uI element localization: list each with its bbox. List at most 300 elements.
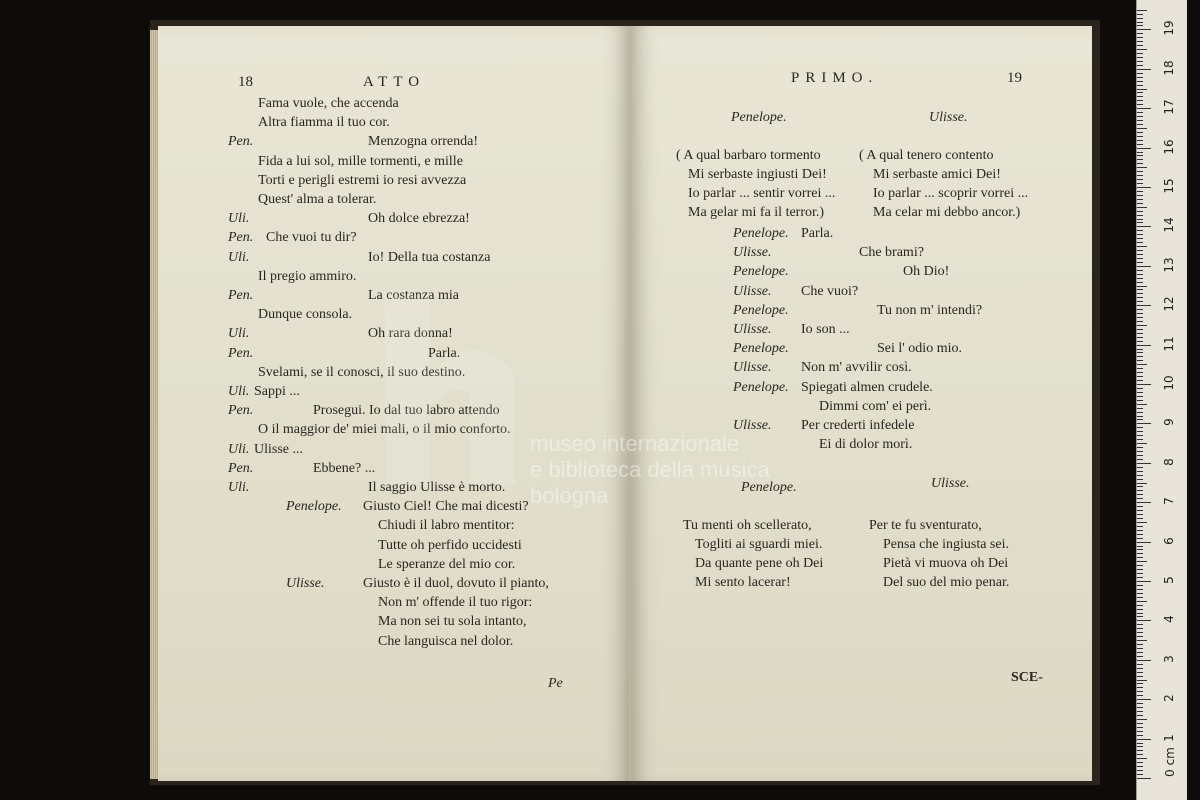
verse-line: Quest' alma a tolerar. [258,192,377,207]
left-page [158,26,630,781]
verse-line: Menzogna orrenda! [368,134,479,150]
ruler-tick [1137,100,1143,101]
ruler-tick [1137,557,1143,558]
ruler-tick [1137,494,1143,495]
verse-line: Da quante pene oh Dei [695,556,824,571]
speaker-label: Uli. [228,480,250,495]
verse-line: Svelami, se il conosci, il suo destino. [258,364,466,380]
ruler-tick [1137,77,1143,78]
ruler-tick [1137,356,1143,357]
ruler-tick [1137,514,1143,515]
ruler-tick [1137,128,1147,129]
ruler-number: 15 [1162,178,1176,194]
ruler-tick [1137,25,1143,26]
ruler-tick [1137,628,1143,629]
verse-line: Ebbene? ... [313,460,376,476]
ruler-tick [1137,616,1143,617]
verse-line: Oh Dio! [903,264,950,280]
ruler-tick [1137,758,1147,759]
ruler-tick [1137,317,1143,318]
ruler-tick [1137,289,1143,290]
ruler-tick [1137,313,1143,314]
ruler-tick [1137,459,1143,460]
ruler-tick [1137,305,1151,306]
ruler-tick [1137,321,1143,322]
ruler-tick [1137,163,1143,164]
ruler-number: 18 [1162,60,1176,76]
verse-line: Io son ... [801,322,850,337]
ruler-tick [1137,345,1151,346]
speaker-label: Penelope. [733,341,789,357]
ruler-tick [1137,703,1143,704]
ruler-number: 1 [1162,733,1176,742]
ruler-tick [1137,711,1143,712]
ruler-unit-label: 0 cm [1163,747,1177,777]
ruler-number: 13 [1162,257,1176,273]
ruler-number: 10 [1162,375,1176,391]
ruler-tick [1137,589,1143,590]
ruler-tick [1137,778,1151,779]
ruler-tick [1137,715,1143,716]
ruler-tick [1137,246,1147,247]
ruler-tick [1137,368,1143,369]
ruler-tick [1137,680,1147,681]
watermark-text: bologna [530,483,609,508]
verse-line: ( A qual barbaro tormento [676,148,821,163]
ruler-tick [1137,427,1143,428]
ruler-tick [1137,467,1143,468]
verse-line: Ma celar mi debbo ancor.) [873,205,1021,220]
verse-line: Che vuoi? [801,283,859,299]
catchword: SCE- [1011,670,1043,685]
ruler-tick [1137,691,1143,692]
measuring-ruler [1136,0,1187,800]
ruler-tick [1137,364,1147,365]
ruler-tick [1137,727,1143,728]
ruler-tick [1137,53,1143,54]
verse-line: Fama vuole, che accenda [258,96,399,111]
verse-line: Tu non m' intendi? [877,302,983,318]
ruler-tick [1137,431,1143,432]
ruler-tick [1137,278,1143,279]
ruler-tick [1137,372,1143,373]
ruler-tick [1137,577,1143,578]
ruler-tick [1137,593,1143,594]
page-number: 19 [1007,70,1022,86]
ruler-tick [1137,104,1143,105]
ruler-tick [1137,463,1151,464]
ruler-tick [1137,226,1151,227]
ruler-tick [1137,735,1143,736]
verse-line: Io! Della tua costanza [368,249,491,265]
verse-line: Le speranze del mio cor. [378,556,516,572]
ruler-tick [1137,419,1143,420]
ruler-tick [1137,57,1143,58]
ruler-tick [1137,250,1143,251]
verse-line: Mi serbaste amici Dei! [873,167,1001,182]
ruler-number: 14 [1162,217,1176,234]
verse-line: Oh dolce ebrezza! [368,211,470,227]
verse-line: Oh rara donna! [368,326,453,342]
verse-line: O il maggior de' miei mali, o il mio conforto. [258,422,511,438]
ruler-tick [1137,282,1143,283]
ruler-tick [1137,640,1147,641]
ruler-tick [1137,120,1143,121]
ruler-number: 5 [1162,576,1176,584]
verse-line: Non m' avvilir così. [801,360,912,376]
ruler-tick [1137,774,1143,775]
verse-line: Il pregio ammiro. [258,268,357,284]
ruler-tick [1137,175,1143,176]
speaker-label: Uli. [228,249,250,265]
verse-line: Pensa che ingiusta sei. [883,537,1009,552]
duet-speaker-left: Penelope. [741,480,797,495]
ruler-tick [1137,384,1151,385]
ruler-tick [1137,518,1143,519]
watermark-text: e biblioteca della musica [530,457,770,482]
ruler-tick [1137,22,1143,23]
ruler-tick [1137,262,1143,263]
ruler-tick [1137,624,1143,625]
ruler-tick [1137,549,1143,550]
speaker-label: Pen. [228,230,254,246]
ruler-tick [1137,683,1143,684]
ruler-tick [1137,309,1143,310]
ruler-tick [1137,498,1143,499]
verse-line: Che languisca nel dolor. [378,633,514,649]
ruler-tick [1137,376,1143,377]
speaker-label: Uli. [228,384,250,399]
ruler-tick [1137,254,1143,255]
running-header: PRIMO. [791,70,879,86]
ruler-tick [1137,439,1143,440]
ruler-number: 11 [1162,335,1176,352]
page-number: 18 [238,74,253,90]
ruler-tick [1137,408,1143,409]
ruler-tick [1137,569,1143,570]
ruler-tick [1137,739,1151,740]
ruler-tick [1137,766,1143,767]
ruler-tick [1137,416,1143,417]
speaker-label: Pen. [228,134,254,150]
ruler-tick [1137,179,1143,180]
ruler-tick [1137,187,1151,188]
ruler-tick [1137,33,1143,34]
ruler-tick [1137,61,1143,62]
ruler-tick [1137,648,1143,649]
speaker-label: Pen. [228,460,254,476]
ruler-number: 19 [1162,20,1176,37]
ruler-tick [1137,73,1143,74]
ruler-tick [1137,159,1143,160]
ruler-tick [1137,479,1143,480]
ruler-tick [1137,668,1143,669]
verse-line: Prosegui. Io dal tuo labro attendo [313,403,500,419]
speaker-label: Ulisse. [733,360,772,376]
verse-line: Io parlar ... scoprir vorrei ... [873,186,1029,201]
ruler-tick [1137,85,1143,86]
ruler-tick [1137,242,1143,243]
verse-line: Mi serbaste ingiusti Dei! [688,167,827,182]
ruler-tick [1137,337,1143,338]
ruler-tick [1137,490,1143,491]
verse-line: Chiudi il labro mentitor: [378,518,515,534]
ruler-tick [1137,360,1143,361]
ruler-tick [1137,719,1147,720]
ruler-tick [1137,215,1143,216]
ruler-tick [1137,506,1143,507]
ruler-tick [1137,707,1143,708]
catchword: Pe [548,676,563,691]
ruler-tick [1137,195,1143,196]
ruler-tick [1137,183,1143,184]
ruler-tick [1137,644,1143,645]
ruler-tick [1137,286,1147,287]
ruler-tick [1137,553,1143,554]
ruler-tick [1137,750,1143,751]
ruler-tick [1137,597,1143,598]
ruler-tick [1137,632,1143,633]
ruler-tick [1137,29,1151,30]
ruler-tick [1137,601,1147,602]
ruler-number: 9 [1162,418,1176,427]
ruler-tick [1137,486,1143,487]
ruler-tick [1137,238,1143,239]
speaker-label: Pen. [228,403,254,419]
ruler-tick [1137,502,1151,503]
duet-speaker-right: Ulisse. [931,476,970,491]
open-book [150,20,1100,785]
speaker-label: Uli. [228,211,250,227]
ruler-tick [1137,731,1143,732]
ruler-tick [1137,333,1143,334]
ruler-tick [1137,656,1143,657]
ruler-tick [1137,274,1143,275]
verse-line: ( A qual tenero contento [859,148,994,163]
ruler-tick [1137,620,1151,621]
ruler-tick [1137,652,1143,653]
ruler-tick [1137,534,1143,535]
ruler-tick [1137,605,1143,606]
ruler-number: 3 [1162,654,1176,663]
right-page [630,26,1092,781]
ruler-number: 16 [1162,138,1176,155]
ruler-number: 6 [1162,536,1176,545]
verse-line: Tu menti oh scellerato, [683,518,812,533]
ruler-tick [1137,266,1151,267]
verse-line: Ma gelar mi fa il terror.) [688,205,825,220]
ruler-tick [1137,65,1143,66]
ruler-tick [1137,412,1143,413]
ruler-tick [1137,155,1143,156]
ruler-tick [1137,148,1151,149]
ruler-tick [1137,687,1143,688]
verse-line: Sei l' odio mio. [877,341,962,357]
ruler-tick [1137,96,1143,97]
ruler-tick [1137,471,1143,472]
verse-line: Fida a lui sol, mille tormenti, e mille [258,153,463,169]
ruler-tick [1137,451,1143,452]
speaker-label: Ulisse. [733,245,772,261]
ruler-tick [1137,404,1147,405]
verse-line: Ulisse ... [254,441,303,457]
ruler-number: 8 [1162,457,1176,466]
ruler-tick [1137,152,1143,153]
ruler-tick [1137,112,1143,113]
verse-line: Non m' offende il tuo rigor: [378,595,533,611]
ruler-tick [1137,676,1143,677]
ruler-tick [1137,530,1143,531]
duet-speaker-right: Ulisse. [929,110,968,125]
ruler-tick [1137,396,1143,397]
ruler-tick [1137,167,1147,168]
ruler-tick [1137,81,1143,82]
ruler-tick [1137,293,1143,294]
ruler-tick [1137,613,1143,614]
verse-line: Parla. [428,345,461,361]
ruler-tick [1137,636,1143,637]
ruler-tick [1137,664,1143,665]
verse-line: Del suo del mio penar. [883,575,1010,590]
ruler-tick [1137,136,1143,137]
speaker-label: Penelope. [733,226,789,241]
verse-line: La costanza mia [368,288,459,303]
ruler-tick [1137,388,1143,389]
verse-line: Dimmi com' ei perì. [819,398,932,414]
speaker-label: Penelope. [733,264,789,280]
ruler-number: 7 [1162,497,1176,506]
ruler-tick [1137,219,1143,220]
ruler-tick [1137,329,1143,330]
ruler-tick [1137,585,1143,586]
ruler-tick [1137,92,1143,93]
ruler-tick [1137,199,1143,200]
verse-line: Altra fiamma il tuo cor. [258,115,390,131]
ruler-tick [1137,770,1143,771]
speaker-label: Ulisse. [733,322,772,337]
ruler-tick [1137,69,1151,70]
ruler-tick [1137,222,1143,223]
verse-line: Giusto è il duol, dovuto il pianto, [363,576,549,591]
speaker-label: Pen. [228,288,254,303]
verse-line: Tutte oh perfido uccidesti [378,537,522,553]
ruler-tick [1137,49,1147,50]
verse-line: Sappi ... [254,384,300,399]
verse-line: Il saggio Ulisse è morto. [368,480,506,495]
ruler-tick [1137,341,1143,342]
ruler-tick [1137,522,1147,523]
ruler-tick [1137,116,1143,117]
speaker-label: Uli. [228,441,250,457]
ruler-tick [1137,423,1151,424]
speaker-label: Pen. [228,345,254,361]
ruler-tick [1137,723,1143,724]
verse-line: Per crederti infedele [801,418,915,433]
verse-line: Spiegati almen crudele. [801,379,933,395]
ruler-tick [1137,352,1143,353]
ruler-tick [1137,207,1147,208]
verse-line: Io parlar ... sentir vorrei ... [688,186,836,201]
verse-line: Pietà vi muova oh Dei [883,556,1009,571]
running-header: ATTO [363,74,426,90]
ruler-tick [1137,538,1143,539]
verse-line: Per te fu sventurato, [869,518,982,533]
ruler-tick [1137,392,1143,393]
speaker-label: Penelope. [733,379,789,395]
ruler-tick [1137,435,1143,436]
ruler-tick [1137,447,1143,448]
ruler-tick [1137,699,1151,700]
verse-line: Mi sento lacerar! [695,575,791,590]
ruler-tick [1137,132,1143,133]
speaker-label: Ulisse. [733,418,772,433]
ruler-tick [1137,124,1143,125]
ruler-tick [1137,108,1151,109]
ruler-tick [1137,672,1143,673]
speaker-label: Penelope. [286,499,342,515]
ruler-tick [1137,270,1143,271]
ruler-tick [1137,14,1143,15]
ruler-tick [1137,660,1151,661]
ruler-number: 2 [1162,694,1176,703]
ruler-tick [1137,349,1143,350]
ruler-tick [1137,230,1143,231]
ruler-tick [1137,171,1143,172]
ruler-tick [1137,546,1143,547]
ruler-tick [1137,695,1143,696]
ruler-number: 17 [1162,99,1176,115]
ruler-tick [1137,483,1147,484]
ruler-tick [1137,400,1143,401]
ruler-tick [1137,380,1143,381]
verse-line: Giusto Ciel! Che mai dicesti? [363,499,529,515]
ruler-number: 12 [1162,296,1176,312]
verse-line: Che brami? [859,245,924,261]
ruler-tick [1137,743,1143,744]
ruler-tick [1137,581,1151,582]
speaker-label: Uli. [228,326,250,342]
verse-line: Togliti ai sguardi miei. [695,537,823,552]
ruler-tick [1137,211,1143,212]
watermark-text: museo internazionale [530,431,740,456]
ruler-tick [1137,10,1147,11]
ruler-tick [1137,297,1143,298]
ruler-tick [1137,45,1143,46]
ruler-tick [1137,510,1143,511]
ruler-tick [1137,144,1143,145]
verse-line: Parla. [801,226,834,241]
verse-line: Ei di dolor morì. [819,437,913,453]
ruler-tick [1137,258,1143,259]
ruler-tick [1137,542,1151,543]
ruler-tick [1137,325,1147,326]
ruler-tick [1137,746,1143,747]
verse-line: Torti e perigli estremi io resi avvezza [258,172,467,188]
ruler-tick [1137,565,1143,566]
ruler-tick [1137,573,1143,574]
ruler-number: 4 [1162,615,1176,624]
ruler-tick [1137,301,1143,302]
ruler-tick [1137,762,1143,763]
ruler-tick [1137,609,1143,610]
ruler-tick [1137,41,1143,42]
speaker-label: Penelope. [733,302,789,318]
speaker-label: Ulisse. [733,283,772,299]
verse-line: Ma non sei tu sola intanto, [378,614,527,630]
ruler-tick [1137,140,1143,141]
ruler-tick [1137,561,1147,562]
ruler-tick [1137,443,1147,444]
